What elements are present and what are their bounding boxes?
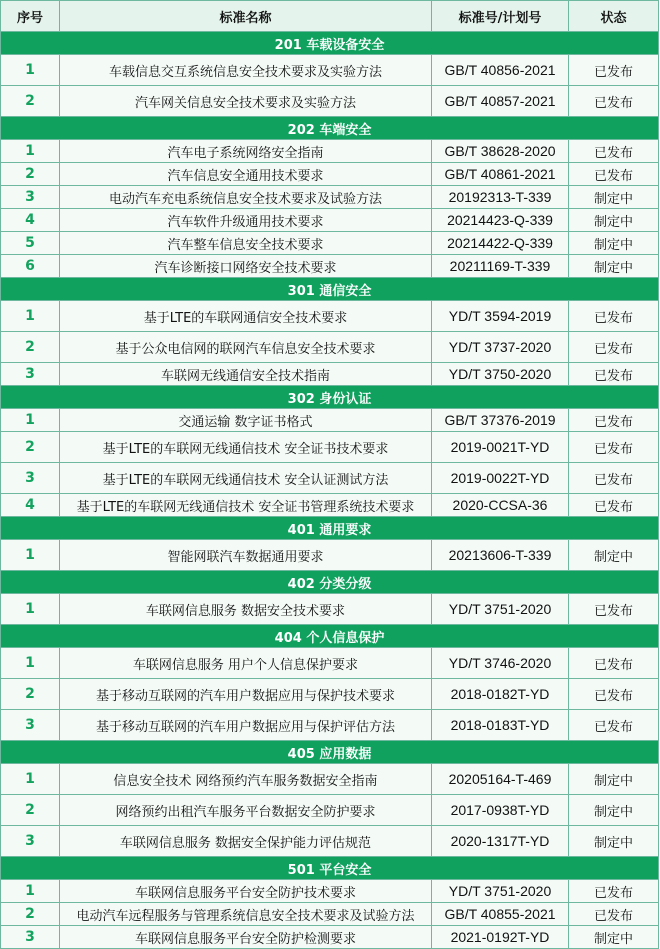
table-row xyxy=(1,255,659,278)
table-row xyxy=(1,540,659,571)
standard-number: 2018-0182T-YD xyxy=(432,679,569,710)
status-cell: 已发布 xyxy=(569,594,659,625)
status-cell: 制定中 xyxy=(569,186,659,209)
table-row xyxy=(1,432,659,463)
table-row xyxy=(1,209,659,232)
row-index: 4 xyxy=(1,494,60,517)
standard-number: YD/T 3750-2020 xyxy=(432,363,569,386)
row-index: 1 xyxy=(1,301,60,332)
row-index: 6 xyxy=(1,255,60,278)
row-index: 3 xyxy=(1,186,60,209)
table-row xyxy=(1,140,659,163)
section-title: 202 车端安全 xyxy=(1,117,659,140)
row-index: 1 xyxy=(1,140,60,163)
section-title: 404 个人信息保护 xyxy=(1,625,659,648)
standard-number: 20211169-T-339 xyxy=(432,255,569,278)
status-cell: 已发布 xyxy=(569,463,659,494)
standard-name: 电动汽车远程服务与管理系统信息安全技术要求及试验方法 xyxy=(60,903,432,926)
row-index: 3 xyxy=(1,710,60,741)
standard-name: 车联网信息服务平台安全防护检测要求 xyxy=(60,926,432,949)
table-row xyxy=(1,880,659,903)
standard-name: 车联网无线通信安全技术指南 xyxy=(60,363,432,386)
standard-number: YD/T 3751-2020 xyxy=(432,880,569,903)
row-index: 1 xyxy=(1,880,60,903)
section-title: 201 车载设备安全 xyxy=(1,32,659,55)
section-header-row xyxy=(1,117,659,140)
status-cell: 已发布 xyxy=(569,648,659,679)
status-cell: 已发布 xyxy=(569,301,659,332)
header-number: 标准号/计划号 xyxy=(432,1,569,32)
section-title: 301 通信安全 xyxy=(1,278,659,301)
status-cell: 已发布 xyxy=(569,140,659,163)
row-index: 1 xyxy=(1,409,60,432)
standard-number: 2019-0022T-YD xyxy=(432,463,569,494)
standard-number: 2019-0021T-YD xyxy=(432,432,569,463)
row-index: 2 xyxy=(1,679,60,710)
status-cell: 已发布 xyxy=(569,494,659,517)
section-title: 501 平台安全 xyxy=(1,857,659,880)
standard-number: YD/T 3594-2019 xyxy=(432,301,569,332)
status-cell: 制定中 xyxy=(569,926,659,949)
standard-number: YD/T 3751-2020 xyxy=(432,594,569,625)
header-name: 标准名称 xyxy=(60,1,432,32)
table-row xyxy=(1,232,659,255)
standard-name: 电动汽车充电系统信息安全技术要求及试验方法 xyxy=(60,186,432,209)
standard-name: 汽车信息安全通用技术要求 xyxy=(60,163,432,186)
status-cell: 已发布 xyxy=(569,332,659,363)
standard-name: 基于LTE的车联网无线通信技术 安全证书技术要求 xyxy=(60,432,432,463)
table-row xyxy=(1,764,659,795)
standard-name: 汽车网关信息安全技术要求及实验方法 xyxy=(60,86,432,117)
row-index: 2 xyxy=(1,163,60,186)
standard-number: GB/T 37376-2019 xyxy=(432,409,569,432)
section-header-row xyxy=(1,857,659,880)
status-cell: 已发布 xyxy=(569,55,659,86)
standard-number: YD/T 3737-2020 xyxy=(432,332,569,363)
status-cell: 已发布 xyxy=(569,409,659,432)
section-title: 402 分类分级 xyxy=(1,571,659,594)
standard-name: 车联网信息服务 数据安全保护能力评估规范 xyxy=(60,826,432,857)
section-header-row xyxy=(1,625,659,648)
table-row xyxy=(1,301,659,332)
standard-name: 基于LTE的车联网无线通信技术 安全认证测试方法 xyxy=(60,463,432,494)
table-row xyxy=(1,826,659,857)
standard-number: GB/T 38628-2020 xyxy=(432,140,569,163)
standard-number: GB/T 40857-2021 xyxy=(432,86,569,117)
standard-number: 20213606-T-339 xyxy=(432,540,569,571)
section-header-row xyxy=(1,32,659,55)
standard-number: GB/T 40861-2021 xyxy=(432,163,569,186)
table-row xyxy=(1,648,659,679)
row-index: 1 xyxy=(1,594,60,625)
row-index: 3 xyxy=(1,363,60,386)
section-title: 302 身份认证 xyxy=(1,386,659,409)
standard-number: 20214422-Q-339 xyxy=(432,232,569,255)
status-cell: 制定中 xyxy=(569,826,659,857)
table-row xyxy=(1,594,659,625)
standard-number: 2020-CCSA-36 xyxy=(432,494,569,517)
header-index: 序号 xyxy=(1,1,60,32)
status-cell: 已发布 xyxy=(569,86,659,117)
section-header-row xyxy=(1,517,659,540)
header-row xyxy=(1,1,659,32)
row-index: 2 xyxy=(1,86,60,117)
section-header-row xyxy=(1,278,659,301)
standard-name: 车载信息交互系统信息安全技术要求及实验方法 xyxy=(60,55,432,86)
standard-number: 2017-0938T-YD xyxy=(432,795,569,826)
standard-number: GB/T 40856-2021 xyxy=(432,55,569,86)
status-cell: 已发布 xyxy=(569,710,659,741)
section-header-row xyxy=(1,741,659,764)
standard-name: 智能网联汽车数据通用要求 xyxy=(60,540,432,571)
table-body xyxy=(1,32,659,949)
status-cell: 已发布 xyxy=(569,432,659,463)
standard-name: 交通运输 数字证书格式 xyxy=(60,409,432,432)
status-cell: 已发布 xyxy=(569,679,659,710)
section-header-row xyxy=(1,386,659,409)
status-cell: 制定中 xyxy=(569,764,659,795)
status-cell: 制定中 xyxy=(569,255,659,278)
table-row xyxy=(1,926,659,949)
table-row xyxy=(1,332,659,363)
standard-name: 汽车软件升级通用技术要求 xyxy=(60,209,432,232)
section-title: 401 通用要求 xyxy=(1,517,659,540)
standard-name: 车联网信息服务 数据安全技术要求 xyxy=(60,594,432,625)
row-index: 2 xyxy=(1,332,60,363)
standard-name: 汽车整车信息安全技术要求 xyxy=(60,232,432,255)
standard-number: 2018-0183T-YD xyxy=(432,710,569,741)
standard-number: GB/T 40855-2021 xyxy=(432,903,569,926)
header-status: 状态 xyxy=(569,1,659,32)
row-index: 2 xyxy=(1,432,60,463)
table-row xyxy=(1,795,659,826)
row-index: 1 xyxy=(1,648,60,679)
standard-number: 20214423-Q-339 xyxy=(432,209,569,232)
row-index: 5 xyxy=(1,232,60,255)
table-row xyxy=(1,363,659,386)
row-index: 3 xyxy=(1,463,60,494)
status-cell: 制定中 xyxy=(569,540,659,571)
row-index: 1 xyxy=(1,540,60,571)
standard-name: 基于LTE的车联网无线通信技术 安全证书管理系统技术要求 xyxy=(60,494,432,517)
section-title: 405 应用数据 xyxy=(1,741,659,764)
standard-number: 2020-1317T-YD xyxy=(432,826,569,857)
table-row xyxy=(1,494,659,517)
status-cell: 已发布 xyxy=(569,363,659,386)
row-index: 3 xyxy=(1,926,60,949)
row-index: 3 xyxy=(1,826,60,857)
standard-name: 基于公众电信网的联网汽车信息安全技术要求 xyxy=(60,332,432,363)
table-row xyxy=(1,710,659,741)
standard-name: 汽车诊断接口网络安全技术要求 xyxy=(60,255,432,278)
row-index: 1 xyxy=(1,55,60,86)
standard-name: 基于移动互联网的汽车用户数据应用与保护技术要求 xyxy=(60,679,432,710)
standard-name: 信息安全技术 网络预约汽车服务数据安全指南 xyxy=(60,764,432,795)
row-index: 1 xyxy=(1,764,60,795)
status-cell: 已发布 xyxy=(569,903,659,926)
table-row xyxy=(1,55,659,86)
row-index: 2 xyxy=(1,903,60,926)
status-cell: 已发布 xyxy=(569,880,659,903)
standard-number: YD/T 3746-2020 xyxy=(432,648,569,679)
section-header-row xyxy=(1,571,659,594)
standard-name: 基于移动互联网的汽车用户数据应用与保护评估方法 xyxy=(60,710,432,741)
status-cell: 制定中 xyxy=(569,209,659,232)
status-cell: 已发布 xyxy=(569,163,659,186)
standard-number: 20192313-T-339 xyxy=(432,186,569,209)
row-index: 2 xyxy=(1,795,60,826)
table-row xyxy=(1,463,659,494)
table-row xyxy=(1,409,659,432)
standard-number: 20205164-T-469 xyxy=(432,764,569,795)
standard-name: 车联网信息服务 用户个人信息保护要求 xyxy=(60,648,432,679)
table-row xyxy=(1,86,659,117)
status-cell: 制定中 xyxy=(569,232,659,255)
table-row xyxy=(1,903,659,926)
standard-name: 汽车电子系统网络安全指南 xyxy=(60,140,432,163)
standard-name: 网络预约出租汽车服务平台数据安全防护要求 xyxy=(60,795,432,826)
table-row xyxy=(1,163,659,186)
standard-number: 2021-0192T-YD xyxy=(432,926,569,949)
table-row xyxy=(1,186,659,209)
table-row xyxy=(1,679,659,710)
standard-name: 车联网信息服务平台安全防护技术要求 xyxy=(60,880,432,903)
status-cell: 制定中 xyxy=(569,795,659,826)
row-index: 4 xyxy=(1,209,60,232)
standard-name: 基于LTE的车联网通信安全技术要求 xyxy=(60,301,432,332)
